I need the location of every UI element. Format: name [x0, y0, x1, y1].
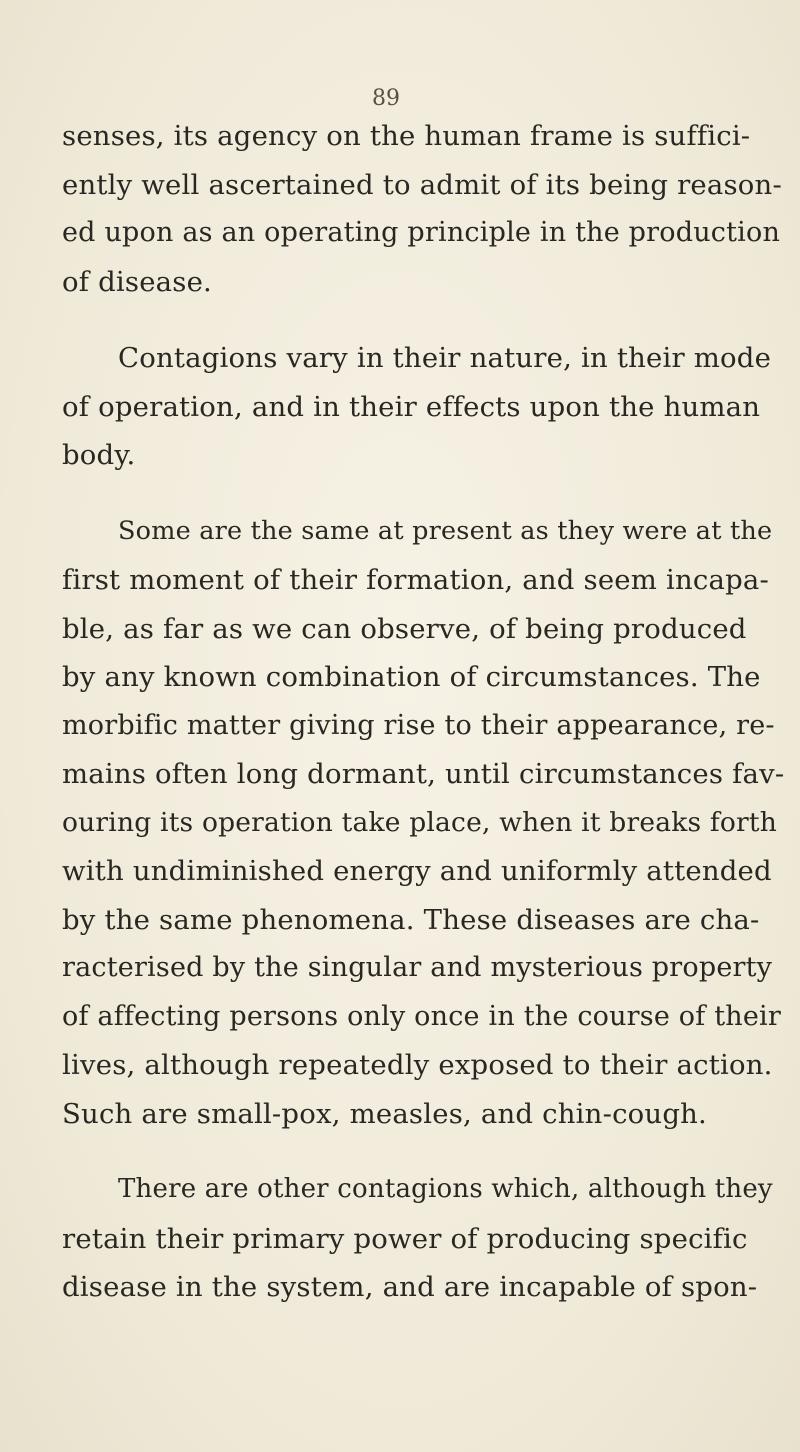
- text-line: senses, its agency on the human frame is suffici-: [62, 120, 751, 152]
- text-line: ble, as far as we can observe, of being produced: [62, 612, 747, 645]
- text-line: of operation, and in their effects upon the human: [62, 390, 761, 423]
- text-line: ouring its operation take place, when it breaks forth: [62, 806, 778, 838]
- text-line: mains often long dormant, until circumstances fav-: [62, 758, 785, 790]
- text-line: ently well ascertained to admit of its being reason-: [62, 168, 782, 201]
- text-line: body.: [62, 439, 136, 471]
- text-line: There are other contagions which, although they: [118, 1174, 773, 1204]
- text-line: Such are small-pox, measles, and chin-cough.: [62, 1097, 707, 1130]
- text-line: disease in the system, and are incapable of spon-: [62, 1271, 758, 1303]
- text-line: of affecting persons only once in the course of their: [62, 1000, 781, 1032]
- text-line: morbific matter giving rise to their appearance, re-: [62, 709, 775, 741]
- text-line: racterised by the singular and mysterious property: [62, 952, 773, 983]
- text-line: ed upon as an operating principle in the production: [62, 217, 781, 248]
- text-line: lives, although repeatedly exposed to their action.: [62, 1049, 773, 1081]
- text-line: Contagions vary in their nature, in their mode: [118, 342, 772, 374]
- text-line: with undiminished energy and uniformly attended: [62, 855, 772, 887]
- text-line: of disease.: [62, 265, 212, 298]
- page-number: 89: [372, 86, 400, 111]
- text-line: retain their primary power of producing specific: [62, 1222, 748, 1255]
- text-line: by any known combination of circumstances. The: [62, 661, 761, 693]
- text-line: Some are the same at present as they were at the: [118, 515, 773, 546]
- text-line: first moment of their formation, and seem incapa-: [62, 564, 769, 596]
- text-line: by the same phenomena. These diseases are cha-: [62, 903, 760, 936]
